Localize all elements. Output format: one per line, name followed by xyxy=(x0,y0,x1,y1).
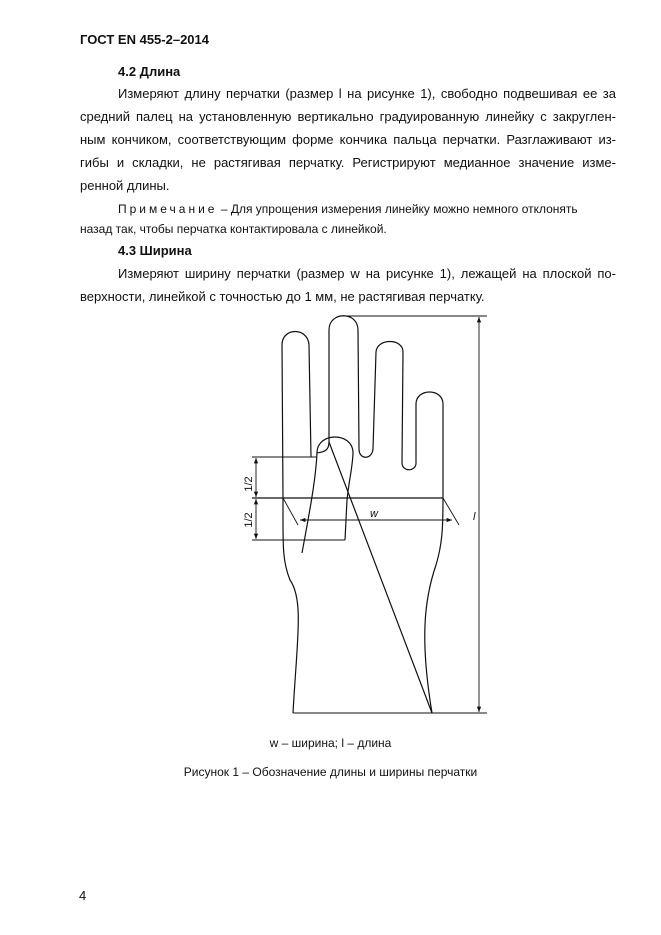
note-line: назад так, чтобы перчатка контактировала с линейкой. xyxy=(80,222,387,236)
section-heading-length: 4.2 Длина xyxy=(118,64,181,79)
thumb-outline xyxy=(302,437,353,553)
figure-legend: w – ширина; l – длина xyxy=(269,736,392,750)
figure-caption: Рисунок 1 – Обозначение длины и ширины перчатки xyxy=(183,765,478,779)
paragraph-line: гибы и складки, не растягивая перчатку. Регистрируют медианное значение изме- xyxy=(80,155,616,170)
note-label: Примечание xyxy=(118,202,218,216)
note-text: – Для упрощения измерения линейку можно немного отклонять xyxy=(220,202,578,216)
paragraph-line: ным кончиком, соответствующим форме кончика пальца перчатки. Разглаживают из- xyxy=(80,132,616,147)
label-half-top: 1/2 xyxy=(243,476,255,492)
label-length: l xyxy=(473,511,476,523)
section-heading-width: 4.3 Ширина xyxy=(118,243,192,258)
label-width: w xyxy=(370,508,378,520)
paragraph-line: верхности, линейкой с точностью до 1 мм, не растягивая перчатку. xyxy=(80,289,485,304)
label-half-bottom: 1/2 xyxy=(243,512,255,528)
page-number: 4 xyxy=(79,888,87,903)
glove-outline xyxy=(282,316,443,713)
paragraph-line: Измеряют длину перчатки (размер l на рисунке 1), свободно подвешивая ее за xyxy=(118,86,616,101)
document-header: ГОСТ EN 455-2–2014 xyxy=(80,32,209,47)
paragraph-line: Измеряют ширину перчатки (размер w на рисунке 1), лежащей на плоской по- xyxy=(118,266,616,281)
paragraph-line: ренной длины. xyxy=(80,178,170,193)
paragraph-line: средний палец на установленную вертикально градуированную линейку с закруглен- xyxy=(80,109,616,124)
